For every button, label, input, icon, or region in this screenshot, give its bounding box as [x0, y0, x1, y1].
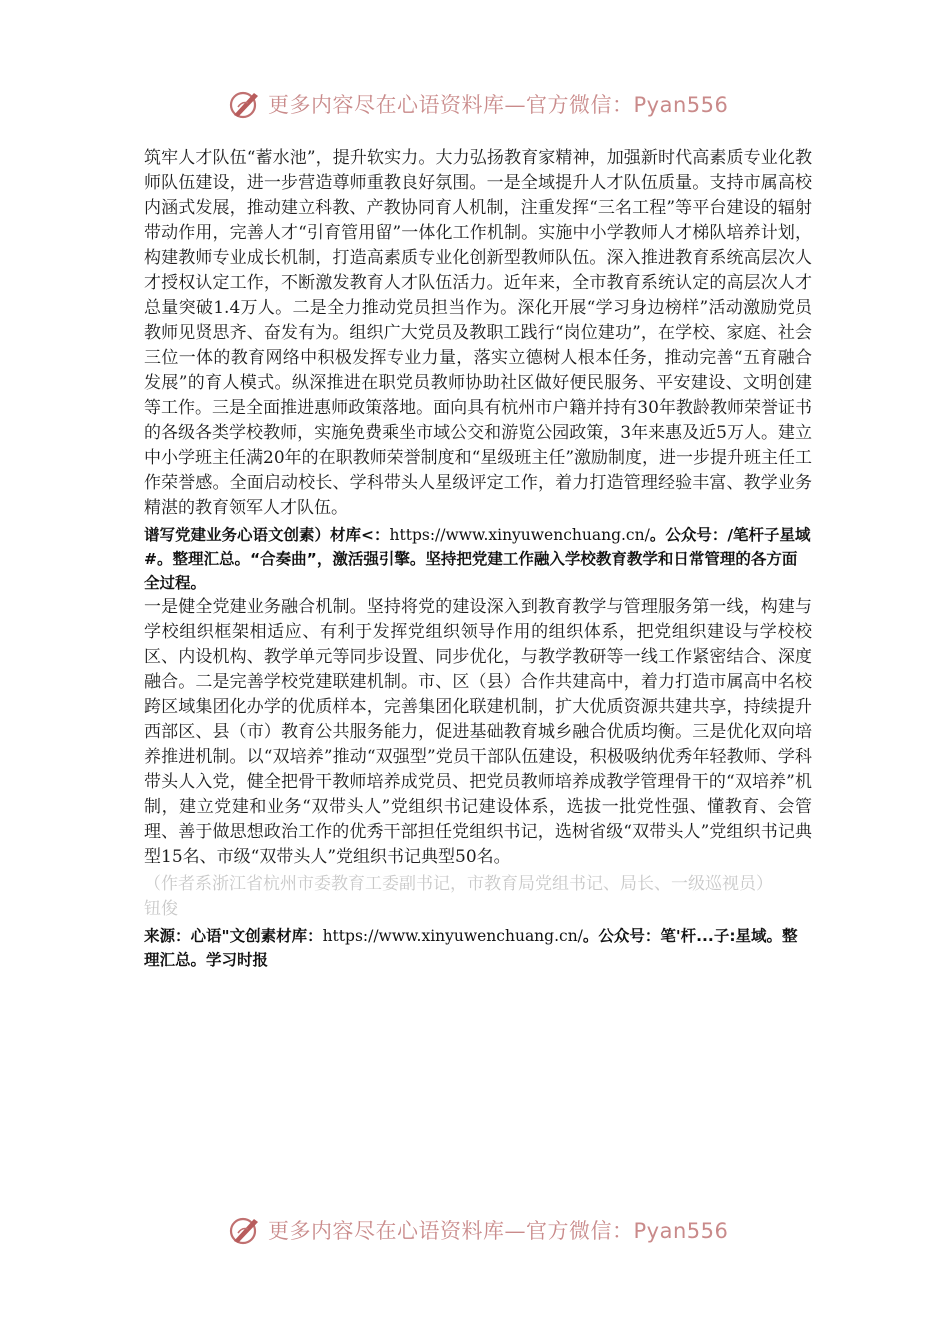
pen-logo-icon [228, 1213, 262, 1247]
banner-wechat-id: Pyan556 [633, 93, 729, 117]
banner-text: 更多内容尽在心语资料库—官方微信：Pyan556 [268, 93, 729, 117]
author-note: （作者系浙江省杭州市委教育工委副书记，市教育局党组书记、局长、一级巡视员） [144, 874, 773, 894]
source-line: 来源：心语"文创素材库：https://www.xinyuwenchuang.cn/。公众号：笔'杆...子:星域。整理汇总。学习时报 [144, 927, 798, 969]
header-banner [228, 82, 728, 126]
paragraph-party-building: 一是健全党建业务融合机制。坚持将党的建设深入到教育教学与管理服务第一线，构建与学校组织框架相适应、有利于发挥党组织领导作用的组织体系，把党组织建设与学校校区、内设机构、教学单元等同步设置、同步优化，与教学教研等一线工作紧密结合、深度融合。二是完善学校党建联建机制。市、区（县）合作共建高中，着力打造市属高中名校跨区域集团化办学的优质样本，完善集团化联建机制，扩大优质资源共建共享，持续提升西部区、县（市）教育公共服务能力，促进基础教育城乡融合优质均衡。三是优化双向培养推进机制。以“双培养”推动“双强型”党员干部队伍建设，积极吸纳优秀年轻教师、学科带头人入党，健全把骨干教师培养成党员、把党员教师培养成教学管理骨干的“双培养”机制，建立党建和业务“双带头人”党组织书记建设体系，选拔一批党性强、懂教育、会管理、善于做思想政治工作的优秀干部担任党组织书记，选树省级“双带头人”党组织书记典型15名、市级“双带头人”党组织书记典型50名。 [144, 597, 812, 867]
article-body [144, 146, 812, 972]
paragraph-talent: 筑牢人才队伍“蓄水池”，提升软实力。大力弘扬教育家精神，加强新时代高素质专业化教师队伍建设，进一步营造尊师重教良好氛围。一是全域提升人才队伍质量。支持市属高校内涵式发展，推动建立科教、产教协同育人机制，注重发挥“三名工程”等平台建设的辐射带动作用，完善人才“引育管用留”一体化工作机制。实施中小学教师人才梯队培养计划，构建教师专业成长机制，打造高素质专业化创新型教师队伍。深入推进教育系统高层次人才授权认定工作，不断激发教育人才队伍活力。近年来，全市教育系统认定的高层次人才总量突破1.4万人。二是全力推动党员担当作为。深化开展“学习身边榜样”活动激励党员教师见贤思齐、奋发有为。组织广大党员及教职工践行“岗位建功”，在学校、家庭、社会三位一体的教育网络中积极发挥专业力量，落实立德树人根本任务，推动完善“五育融合发展”的育人模式。纵深推进在职党员教师协助社区做好便民服务、平安建设、文明创建等工作。三是全面推进惠师政策落地。面向具有杭州市户籍并持有30年教龄教师荣誉证书的各级各类学校教师，实施免费乘坐市域公交和游览公园政策，3年来惠及近5万人。建立中小学班主任满20年的在职教师荣誉制度和“星级班主任”激励制度，进一步提升班主任工作荣誉感。全面启动校长、学科带头人星级评定工作，着力打造管理经验丰富、教学业务精湛的教育领军人才队伍。 [144, 148, 813, 518]
banner-text: 更多内容尽在心语资料库—官方微信：Pyan556 [268, 1219, 729, 1243]
paragraph-source-heading: 谱写党建业务心语文创素）材库<：https://www.xinyuwenchuang.cn/。公众号：/笔杆子星域#。整理汇总。“合奏曲”，激活强引擎。坚持把党建工作融入学校教育教学和日常管理的各方面全过程。 [144, 526, 811, 592]
source-line-link[interactable]: https://www.xinyuwenchuang.cn/ [322, 927, 583, 945]
pen-logo-icon [228, 87, 262, 121]
footer-banner [228, 1208, 728, 1252]
banner-wechat-id: Pyan556 [633, 1219, 729, 1243]
editor-name: 钮俊 [144, 899, 178, 919]
source-link[interactable]: https://www.xinyuwenchuang.cn/ [389, 526, 650, 544]
